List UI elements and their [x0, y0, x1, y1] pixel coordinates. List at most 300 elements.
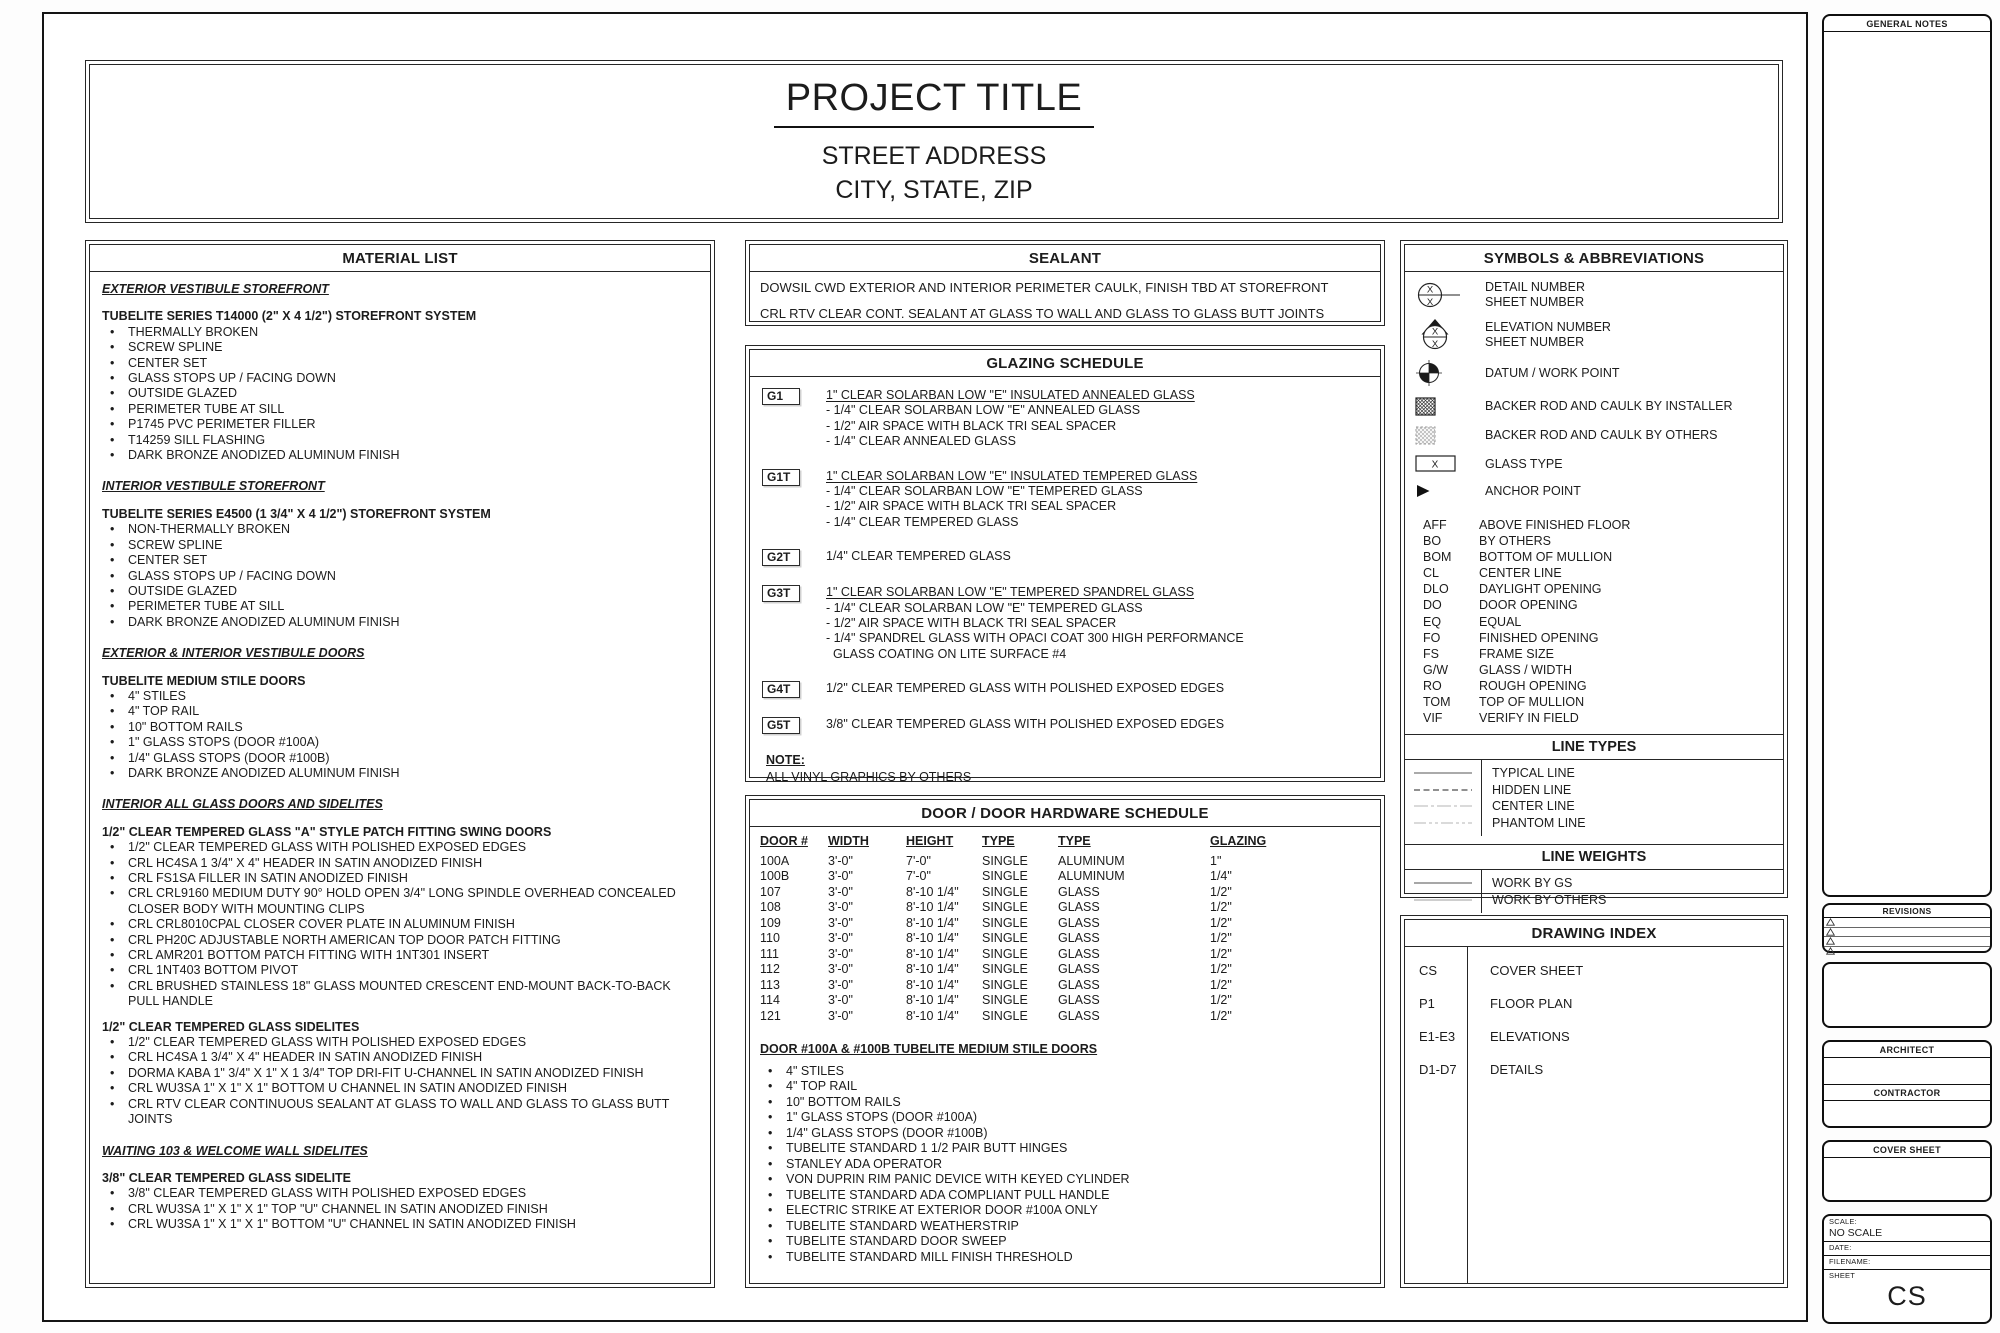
symbol-label: [1485, 399, 1733, 414]
bullet-item: [102, 704, 700, 719]
line-weights-title: LINE WEIGHTS: [1405, 844, 1783, 870]
abbreviation-code: G/W: [1423, 662, 1448, 677]
abbreviation-definition: BY OTHERS: [1479, 534, 1552, 549]
bullet-item: [102, 522, 700, 537]
line-weight-label: WORK BY GS: [1492, 876, 1573, 891]
bullet-text: 1/2" CLEAR TEMPERED GLASS WITH POLISHED EXPOSED EDGES: [128, 840, 527, 855]
bullet-icon: •: [110, 963, 115, 978]
abbreviation-code: BOM: [1423, 550, 1452, 565]
bullet-text: 4" TOP RAIL: [128, 704, 200, 719]
glazing-sub-line: - 1/4" CLEAR SOLARBAN LOW "E" TEMPERED GLASS: [826, 484, 1143, 499]
symbols-list: [1411, 280, 1777, 509]
bullet-icon: •: [768, 1094, 773, 1109]
filename-row: [1824, 1256, 1990, 1270]
symbol-row: [1411, 280, 1777, 310]
filename-label: FILENAME:: [1829, 1257, 1871, 1266]
symbol-label-line: BACKER ROD AND CAULK BY OTHERS: [1485, 428, 1718, 442]
anchor-point-icon: [1411, 483, 1479, 499]
door-cell: 111: [760, 946, 780, 961]
sheet-number: CS: [1887, 1281, 1927, 1311]
bullet-text: DORMA KABA 1" 3/4" X 1" X 1 3/4" TOP DRI-FIT U-CHANNEL IN SATIN ANODIZED FINISH: [128, 1065, 644, 1080]
bullet-text: CRL FS1SA FILLER IN SATIN ANODIZED FINISH: [128, 871, 408, 885]
drawing-index-name: DETAILS: [1490, 1062, 1544, 1077]
bullet-text: CRL PH20C ADJUSTABLE NORTH AMERICAN TOP DOOR PATCH FITTING: [128, 932, 561, 947]
door-cell: 3'-0": [828, 977, 853, 992]
bullet-item: [760, 1126, 1372, 1142]
bullet-icon: •: [768, 1156, 773, 1171]
drawing-index-codes: [1405, 947, 1467, 1283]
bullet-item: [760, 1172, 1372, 1188]
bullet-icon: •: [110, 522, 115, 537]
bullet-icon: •: [110, 948, 115, 963]
bullet-text: CRL BRUSHED STAINLESS 18" GLASS MOUNTED CRESCENT END-MOUNT BACK-TO-BACK PULL HANDLE: [128, 978, 671, 1009]
svg-text:X: X: [1431, 339, 1439, 350]
symbol-row: [1411, 318, 1777, 351]
sealant-note: CRL RTV CLEAR CONT. SEALANT AT GLASS TO WALL AND GLASS TO GLASS BUTT JOINTS: [760, 306, 1325, 321]
glazing-sub-line: - 1/4" CLEAR SOLARBAN LOW "E" TEMPERED GLASS: [826, 600, 1143, 615]
bullet-icon: •: [110, 386, 115, 401]
door-column-header: WIDTH: [828, 834, 869, 848]
drawing-index-code: CS: [1419, 963, 1438, 978]
svg-text:X: X: [1431, 326, 1439, 338]
abbreviations-list: [1411, 517, 1777, 726]
bullet-text: CRL CRL9160 MEDIUM DUTY 90° HOLD OPEN 3/4" LONG SPINDLE OVERHEAD CONCEALED CLOSER BODY WITH MOUNTING CLIPS: [128, 886, 676, 916]
bullet-text: 4" STILES: [128, 688, 186, 703]
abbreviation-row: [1411, 678, 1777, 694]
bullet-icon: •: [110, 840, 115, 855]
door-cell: GLASS: [1058, 931, 1100, 945]
bullet-icon: •: [110, 614, 115, 629]
bullet-text: OUTSIDE GLAZED: [128, 583, 238, 598]
abbreviation-definition: FRAME SIZE: [1479, 646, 1555, 661]
abbreviation-code: RO: [1423, 678, 1442, 693]
door-hardware-title: DOOR #100A & #100B TUBELITE MEDIUM STILE DOORS: [760, 1042, 1098, 1056]
symbol-row: [1411, 359, 1777, 387]
glazing-description: [826, 469, 1197, 531]
bullet-text: SCREW SPLINE: [128, 537, 223, 552]
bullet-icon: •: [110, 340, 115, 355]
line-type-label: HIDDEN LINE: [1492, 782, 1572, 797]
bullet-item: [760, 1203, 1372, 1219]
scale-label: SCALE:: [1829, 1217, 1857, 1226]
bullet-item: [102, 886, 700, 917]
bullet-item: [760, 1250, 1372, 1266]
line-weight-sample-gs: [1405, 875, 1481, 892]
glazing-note-text: ALL VINYL GRAPHICS BY OTHERS: [766, 769, 972, 784]
door-cell: SINGLE: [982, 869, 1028, 883]
bullet-text: 4" STILES: [786, 1063, 844, 1078]
revision-row: [1824, 947, 1990, 956]
architect-space: [1824, 1058, 1990, 1084]
bullet-icon: •: [110, 1050, 115, 1065]
glazing-schedule-title: GLAZING SCHEDULE: [750, 350, 1380, 377]
bullet-text: PERIMETER TUBE AT SILL: [128, 599, 285, 614]
material-group-title: TUBELITE SERIES T14000 (2" X 4 1/2") STOREFRONT SYSTEM: [102, 309, 477, 324]
bullet-icon: •: [110, 978, 115, 993]
sealant-panel: [745, 240, 1385, 326]
door-cell: 3'-0": [828, 853, 853, 868]
door-cell: GLASS: [1058, 993, 1100, 1007]
symbol-row: [1411, 397, 1777, 416]
title-block-panel: [85, 60, 1783, 223]
bullet-item: [102, 856, 700, 871]
bullet-icon: •: [110, 1186, 115, 1201]
symbol-label-line: SHEET NUMBER: [1485, 334, 1585, 349]
bullet-item: [760, 1188, 1372, 1204]
bullet-text: DARK BRONZE ANODIZED ALUMINUM FINISH: [128, 448, 400, 463]
bullet-text: CRL AMR201 BOTTOM PATCH FITTING WITH 1NT301 INSERT: [128, 948, 490, 963]
bullet-text: 1/4" GLASS STOPS (DOOR #100B): [786, 1125, 988, 1140]
bullet-item: [102, 402, 700, 417]
material-section-heading: EXTERIOR & INTERIOR VESTIBULE DOORS: [102, 646, 365, 661]
svg-text:X: X: [1431, 459, 1439, 471]
date-label: DATE:: [1829, 1243, 1852, 1252]
drawing-index-code: P1: [1419, 996, 1435, 1011]
line-weight-sample-others: [1405, 892, 1481, 909]
abbreviation-definition: EQUAL: [1479, 614, 1522, 629]
abbreviation-code: DO: [1423, 598, 1442, 613]
bullet-text: CRL WU3SA 1" X 1" X 1" BOTTOM U CHANNEL IN SATIN ANODIZED FINISH: [128, 1081, 568, 1096]
bullet-icon: •: [110, 324, 115, 339]
glazing-sub-line: - 1/4" CLEAR SOLARBAN LOW "E" ANNEALED GLASS: [826, 403, 1141, 418]
door-cell: 7'-0": [906, 853, 931, 868]
sheet-row: [1824, 1270, 1990, 1322]
door-cell: SINGLE: [982, 977, 1028, 992]
symbol-label-line: DETAIL NUMBER: [1485, 280, 1586, 294]
bullet-icon: •: [110, 1096, 115, 1111]
sealant-title: SEALANT: [750, 245, 1380, 272]
door-cell: 1/2": [1210, 977, 1232, 992]
door-cell: 112: [760, 962, 780, 976]
bullet-icon: •: [768, 1172, 773, 1186]
door-cell: 8'-10 1/4": [906, 977, 959, 992]
bullet-text: PERIMETER TUBE AT SILL: [128, 401, 285, 416]
bullet-item: [102, 599, 700, 614]
material-list-panel: [85, 240, 715, 1288]
symbols-panel: [1400, 240, 1788, 907]
door-cell: 8'-10 1/4": [906, 993, 959, 1007]
bullet-icon: •: [768, 1249, 773, 1264]
bullet-text: CRL WU3SA 1" X 1" X 1" BOTTOM "U" CHANNEL IN SATIN ANODIZED FINISH: [128, 1217, 576, 1232]
glazing-item: [758, 469, 1372, 531]
abbreviation-row: [1411, 662, 1777, 678]
city-state-zip: CITY, STATE, ZIP: [835, 175, 1033, 204]
abbreviation-definition: ABOVE FINISHED FLOOR: [1479, 518, 1631, 532]
revision-row: [1824, 918, 1990, 928]
door-cell: 3'-0": [828, 993, 853, 1007]
bullet-text: GLASS STOPS UP / FACING DOWN: [128, 371, 336, 386]
door-cell: 1/2": [1210, 946, 1232, 961]
door-cell: 1/2": [1210, 993, 1232, 1007]
glazing-tag: G5T: [762, 717, 800, 734]
cover-sheet-title: COVER SHEET: [1824, 1142, 1990, 1158]
door-cell: GLASS: [1058, 962, 1100, 976]
door-cell: SINGLE: [982, 900, 1028, 914]
scale-row: [1824, 1216, 1990, 1242]
symbol-row: [1411, 455, 1777, 473]
abbreviation-row: [1411, 565, 1777, 581]
glazing-item: [758, 717, 1372, 734]
door-cell: ALUMINUM: [1058, 869, 1125, 883]
door-cell: 114: [760, 993, 780, 1007]
door-cell: GLASS: [1058, 1008, 1100, 1023]
bullet-item: [102, 871, 700, 886]
door-column-header: DOOR #: [760, 834, 808, 848]
door-column-header: TYPE: [1058, 834, 1091, 848]
bullet-icon: •: [110, 750, 115, 765]
stamp-box: [1822, 962, 1992, 1028]
bullet-item: [760, 1234, 1372, 1250]
bullet-item: [102, 569, 700, 584]
glazing-description: [826, 585, 1244, 662]
bullet-text: DARK BRONZE ANODIZED ALUMINUM FINISH: [128, 765, 400, 780]
elevation-callout-icon: [1411, 318, 1479, 351]
bullet-item: [102, 433, 700, 448]
sheet-label: SHEET: [1829, 1271, 1856, 1280]
scale-value: NO SCALE: [1829, 1227, 1883, 1239]
door-cell: 8'-10 1/4": [906, 931, 959, 945]
bullet-icon: •: [110, 599, 115, 614]
bullet-icon: •: [768, 1079, 773, 1093]
glazing-sub-line: - 1/4" CLEAR TEMPERED GLASS: [826, 514, 1019, 529]
bullet-icon: •: [110, 765, 115, 780]
bullet-text: CRL CRL8010CPAL CLOSER COVER PLATE IN ALUMINUM FINISH: [128, 917, 515, 932]
revision-row: [1824, 937, 1990, 947]
material-group-title: 1/2" CLEAR TEMPERED GLASS SIDELITES: [102, 1019, 360, 1034]
material-list-body: [90, 272, 710, 1283]
door-cell: 1/2": [1210, 931, 1232, 945]
glazing-description: [826, 681, 1224, 696]
bullet-icon: •: [768, 1203, 773, 1217]
door-cell: SINGLE: [982, 915, 1028, 930]
symbol-label-line: SHEET NUMBER: [1485, 295, 1585, 309]
bullet-text: DARK BRONZE ANODIZED ALUMINUM FINISH: [128, 614, 400, 629]
bullet-item: [102, 1081, 700, 1096]
door-cell: ALUMINUM: [1058, 853, 1125, 868]
bullet-item: [102, 1097, 700, 1128]
bullet-item: [102, 720, 700, 735]
door-cell: 3'-0": [828, 931, 853, 945]
bullet-item: [102, 356, 700, 371]
bullet-item: [102, 963, 700, 978]
bullet-text: 1" GLASS STOPS (DOOR #100A): [786, 1110, 978, 1124]
drawing-index-code: E1-E3: [1419, 1029, 1456, 1044]
door-cell: SINGLE: [982, 931, 1028, 945]
architect-title: ARCHITECT: [1824, 1042, 1990, 1058]
bullet-icon: •: [110, 1201, 115, 1216]
glazing-description: [826, 549, 1011, 564]
line-weight-label: WORK BY OTHERS: [1492, 892, 1607, 907]
abbreviation-row: [1411, 630, 1777, 646]
door-cell: 8'-10 1/4": [906, 884, 959, 899]
glazing-item: [758, 388, 1372, 450]
material-group-title: TUBELITE MEDIUM STILE DOORS: [102, 673, 306, 688]
bullet-item: [760, 1095, 1372, 1111]
abbreviation-definition: FINISHED OPENING: [1479, 630, 1599, 645]
line-types-samples: [1405, 760, 1481, 836]
bullet-icon: •: [110, 855, 115, 870]
bullet-icon: •: [110, 688, 115, 703]
abbreviation-code: FS: [1423, 646, 1439, 661]
line-type-label: CENTER LINE: [1492, 799, 1575, 814]
bullet-text: TUBELITE STANDARD ADA COMPLIANT PULL HANDLE: [786, 1187, 1110, 1202]
bullet-item: [760, 1110, 1372, 1126]
bullet-icon: •: [110, 719, 115, 734]
line-type-sample-center: [1405, 798, 1481, 815]
bullet-icon: •: [110, 553, 115, 568]
revisions-rows: [1824, 918, 1990, 955]
symbol-row: [1411, 426, 1777, 445]
bullet-icon: •: [768, 1063, 773, 1078]
bullet-icon: •: [110, 401, 115, 416]
bullet-text: T14259 SILL FLASHING: [128, 432, 266, 447]
symbol-label-line: GLASS TYPE: [1485, 456, 1563, 471]
abbreviation-code: AFF: [1423, 518, 1447, 532]
bullet-icon: •: [110, 448, 115, 463]
door-cell: GLASS: [1058, 900, 1100, 914]
bullet-text: TUBELITE STANDARD MILL FINISH THRESHOLD: [786, 1249, 1073, 1264]
door-cell: 3'-0": [828, 946, 853, 961]
sheet-info-box: [1822, 1214, 1992, 1324]
door-schedule-grid: [760, 834, 1372, 1024]
glazing-item: [758, 549, 1372, 566]
bullet-item: [102, 766, 700, 781]
door-cell: SINGLE: [982, 1008, 1028, 1023]
bullet-icon: •: [768, 1125, 773, 1140]
abbreviation-code: VIF: [1423, 711, 1443, 726]
door-cell: 100A: [760, 853, 790, 868]
door-cell: 1/2": [1210, 915, 1232, 930]
bullet-icon: •: [110, 735, 115, 750]
bullet-item: [102, 1066, 700, 1081]
glazing-tag: G1T: [762, 469, 800, 486]
abbreviation-row: [1411, 517, 1777, 533]
glazing-main-line: 3/8" CLEAR TEMPERED GLASS WITH POLISHED EXPOSED EDGES: [826, 717, 1225, 732]
door-cell: 3'-0": [828, 869, 853, 883]
general-notes-title: GENERAL NOTES: [1824, 16, 1990, 32]
glazing-tag: G2T: [762, 549, 800, 566]
bullet-text: THERMALLY BROKEN: [128, 324, 259, 339]
glazing-sub-line: - 1/4" SPANDREL GLASS WITH OPACI COAT 300 HIGH PERFORMANCE: [826, 631, 1244, 646]
bullet-text: 1/4" GLASS STOPS (DOOR #100B): [128, 750, 330, 765]
line-weights-samples: [1405, 870, 1481, 913]
material-group-title: 1/2" CLEAR TEMPERED GLASS "A" STYLE PATCH FITTING SWING DOORS: [102, 824, 552, 839]
bullet-item: [760, 1157, 1372, 1173]
door-cell: 1/2": [1210, 884, 1232, 899]
contractor-title: CONTRACTOR: [1824, 1084, 1990, 1101]
abbreviation-row: [1411, 533, 1777, 549]
door-cell: SINGLE: [982, 962, 1028, 976]
door-cell: 1/2": [1210, 900, 1232, 914]
door-hardware-list: [760, 1064, 1372, 1266]
backer-rod-others-icon: [1411, 426, 1479, 445]
bullet-icon: •: [110, 371, 115, 386]
glazing-tag: G1: [762, 388, 800, 405]
bullet-item: [102, 1217, 700, 1232]
door-cell: 109: [760, 915, 781, 930]
line-type-label: TYPICAL LINE: [1492, 766, 1575, 781]
abbreviation-row: [1411, 549, 1777, 565]
symbol-row: [1411, 483, 1777, 499]
project-title: PROJECT TITLE: [774, 77, 1095, 128]
street-address: STREET ADDRESS: [821, 141, 1047, 170]
bullet-text: 10" BOTTOM RAILS: [128, 719, 243, 734]
symbol-label: [1485, 366, 1620, 381]
bullet-icon: •: [110, 417, 115, 432]
bullet-text: CRL RTV CLEAR CONTINUOUS SEALANT AT GLASS TO WALL AND GLASS TO GLASS BUTT JOINTS: [128, 1096, 670, 1127]
bullet-text: 4" TOP RAIL: [786, 1079, 858, 1093]
door-column-header: GLAZING: [1210, 834, 1267, 848]
bullet-item: [102, 340, 700, 355]
abbreviation-row: [1411, 581, 1777, 597]
symbols-title: SYMBOLS & ABBREVIATIONS: [1405, 245, 1783, 272]
symbol-label-line: ELEVATION NUMBER: [1485, 319, 1611, 334]
material-section-heading: INTERIOR VESTIBULE STOREFRONT: [102, 479, 325, 494]
door-cell: SINGLE: [982, 884, 1028, 899]
abbreviation-code: TOM: [1423, 695, 1451, 710]
glazing-sub-line: - 1/2" AIR SPACE WITH BLACK TRI SEAL SPACER: [826, 616, 1117, 631]
line-types-block: [1405, 760, 1783, 836]
door-cell: 1/2": [1210, 962, 1232, 976]
bullet-text: CENTER SET: [128, 355, 208, 370]
door-cell: 1": [1210, 853, 1222, 868]
abbreviation-definition: VERIFY IN FIELD: [1479, 711, 1579, 726]
bullet-icon: •: [110, 568, 115, 583]
bullet-text: CRL 1NT403 BOTTOM PIVOT: [128, 963, 299, 978]
material-section-heading: WAITING 103 & WELCOME WALL SIDELITES: [102, 1143, 368, 1158]
line-types-labels: [1481, 760, 1783, 836]
abbreviation-definition: CENTER LINE: [1479, 566, 1562, 581]
door-cell: 8'-10 1/4": [906, 962, 959, 976]
glazing-item: [758, 681, 1372, 698]
drawing-index-body: [1405, 947, 1783, 1283]
svg-text:X: X: [1426, 297, 1434, 308]
cover-sheet-box: [1822, 1140, 1992, 1202]
bullet-text: VON DUPRIN RIM PANIC DEVICE WITH KEYED CYLINDER: [786, 1172, 1130, 1186]
door-cell: 113: [760, 977, 780, 992]
title-block-inner: [89, 64, 1779, 219]
door-cell: 8'-10 1/4": [906, 946, 959, 961]
drawing-index-titles: [1467, 947, 1783, 1283]
abbreviation-row: [1411, 614, 1777, 630]
door-column-header: TYPE: [982, 834, 1015, 848]
glazing-tag: G4T: [762, 681, 800, 698]
sealant-body: [750, 272, 1380, 340]
bullet-icon: •: [110, 583, 115, 598]
bullet-text: ELECTRIC STRIKE AT EXTERIOR DOOR #100A ONLY: [786, 1203, 1098, 1217]
drawing-index-panel: [1400, 915, 1788, 1288]
glazing-description: [826, 388, 1195, 450]
bullet-icon: •: [110, 432, 115, 447]
door-cell: GLASS: [1058, 915, 1100, 930]
bullet-item: [102, 1035, 700, 1050]
door-cell: 3'-0": [828, 962, 853, 976]
door-cell: SINGLE: [982, 946, 1028, 961]
door-cell: SINGLE: [982, 993, 1028, 1007]
glazing-note-label: NOTE:: [766, 753, 805, 768]
glazing-item: [758, 585, 1372, 662]
general-notes-box: [1822, 14, 1992, 897]
glazing-sub-line: - 1/2" AIR SPACE WITH BLACK TRI SEAL SPACER: [826, 499, 1117, 514]
bullet-item: [102, 840, 700, 855]
abbreviation-definition: TOP OF MULLION: [1479, 695, 1585, 710]
bullet-icon: •: [110, 886, 115, 901]
bullet-item: [760, 1064, 1372, 1080]
drawing-index-name: ELEVATIONS: [1490, 1029, 1570, 1044]
bullet-item: [102, 917, 700, 932]
bullet-text: CENTER SET: [128, 553, 208, 568]
door-cell: 110: [760, 931, 780, 945]
